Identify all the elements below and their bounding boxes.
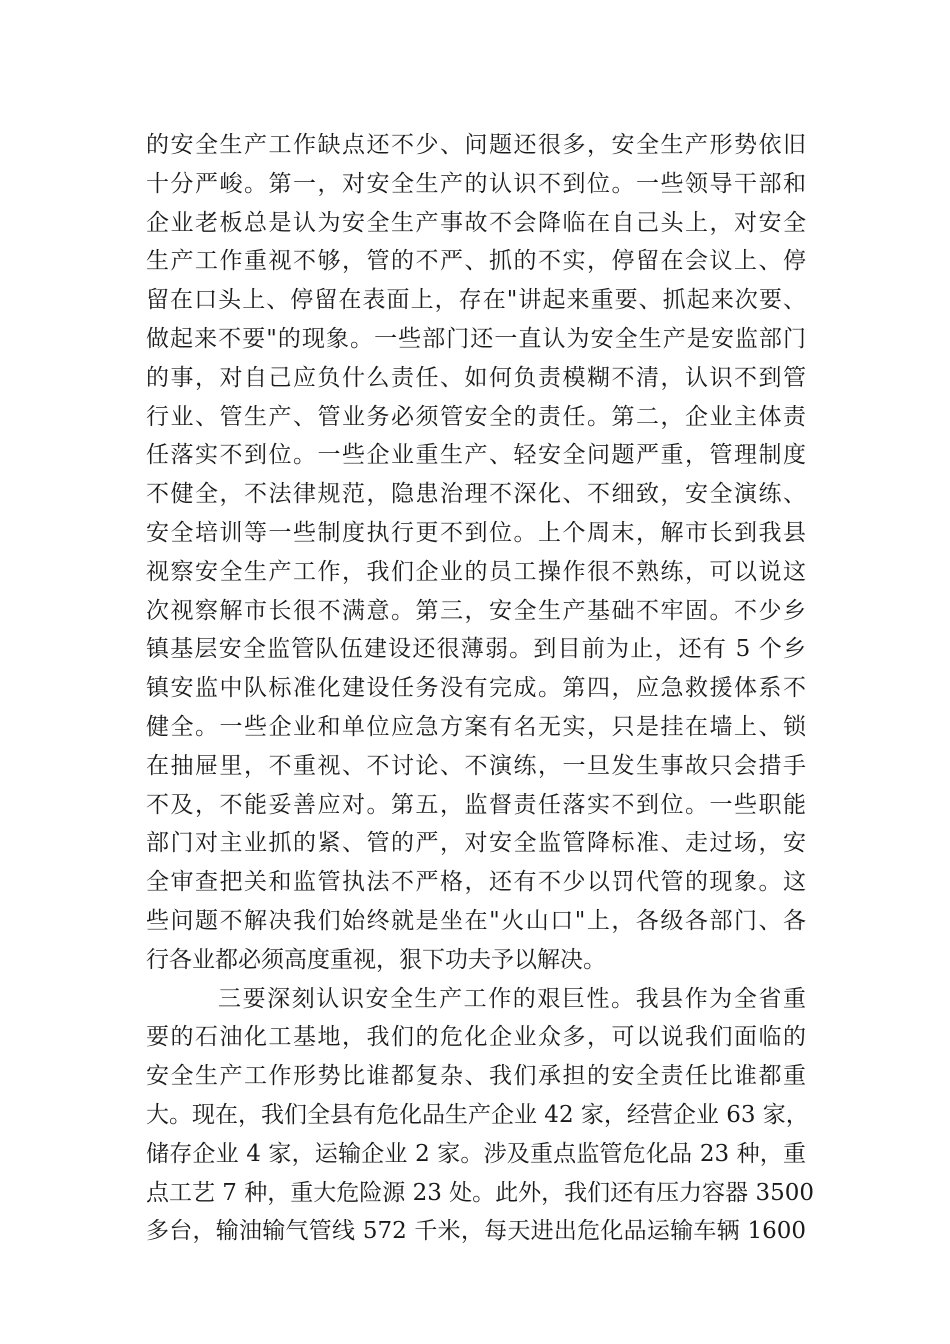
text-line: 的安全生产工作缺点还不少、问题还很多，安全生产形势依旧 — [146, 132, 806, 158]
text-line: 做起来不要"的现象。一些部门还一直认为安全生产是安监部门 — [146, 325, 806, 352]
text-line: 生产工作重视不够，管的不严、抓的不实，停留在会议上、停 — [146, 248, 806, 275]
text-line: 次视察解市长很不满意。第三，安全生产基础不牢固。不少乡 — [146, 597, 806, 624]
text-line: 镇安监中队标准化建设任务没有完成。第四，应急救援体系不 — [146, 675, 806, 702]
text-line: 健全。一些企业和单位应急方案有名无实，只是挂在墙上、锁 — [146, 713, 806, 740]
text-line: 在抽屉里，不重视、不讨论、不演练，一旦发生事故只会措手 — [146, 752, 806, 779]
text-line: 大。现在，我们全县有危化品生产企业 42 家，经营企业 63 家， — [146, 1101, 809, 1128]
text-line: 要的石油化工基地，我们的危化企业众多，可以说我们面临的 — [146, 1024, 806, 1051]
text-line: 多台，输油输气管线 572 千米，每天进出危化品运输车辆 1600 — [146, 1218, 806, 1245]
text-line: 的事，对自己应负什么责任、如何负责模糊不清，认识不到管 — [146, 364, 806, 391]
text-line: 不及，不能妥善应对。第五，监督责任落实不到位。一些职能 — [146, 791, 806, 818]
text-line: 点工艺 7 种，重大危险源 23 处。此外，我们还有压力容器 3500 — [146, 1179, 814, 1206]
text-line: 安全生产工作形势比谁都复杂、我们承担的安全责任比谁都重 — [146, 1063, 806, 1090]
paragraph-2 — [146, 980, 814, 1252]
text-line: 全审查把关和监管执法不严格，还有不少以罚代管的现象。这 — [146, 869, 806, 896]
paragraph-1 — [146, 126, 806, 980]
text-line: 任落实不到位。一些企业重生产、轻安全问题严重，管理制度 — [146, 442, 806, 469]
text-line: 行各业都必须高度重视，狠下功夫予以解决。 — [146, 946, 606, 973]
text-line: 安全培训等一些制度执行更不到位。上个周末，解市长到我县 — [146, 519, 806, 546]
document-body — [146, 126, 814, 1251]
text-line: 不健全，不法律规范，隐患治理不深化、不细致，安全演练、 — [146, 481, 806, 508]
text-line: 十分严峻。第一，对安全生产的认识不到位。一些领导干部和 — [146, 170, 806, 197]
text-line: 镇基层安全监管队伍建设还很薄弱。到目前为止，还有 5 个乡 — [146, 636, 806, 663]
text-line: 视察安全生产工作，我们企业的员工操作很不熟练，可以说这 — [146, 558, 806, 585]
text-line: 留在口头上、停留在表面上，存在"讲起来重要、抓起来次要、 — [146, 287, 806, 314]
text-line: 三要深刻认识安全生产工作的艰巨性。我县作为全省重 — [218, 985, 806, 1012]
text-line: 储存企业 4 家，运输企业 2 家。涉及重点监管危化品 23 种，重 — [146, 1140, 806, 1167]
text-line: 行业、管生产、管业务必须管安全的责任。第二，企业主体责 — [146, 403, 806, 430]
text-line: 部门对主业抓的紧、管的严，对安全监管降标准、走过场，安 — [146, 830, 806, 857]
text-line: 企业老板总是认为安全生产事故不会降临在自己头上，对安全 — [146, 209, 806, 236]
text-line: 些问题不解决我们始终就是坐在"火山口"上，各级各部门、各 — [146, 907, 806, 934]
